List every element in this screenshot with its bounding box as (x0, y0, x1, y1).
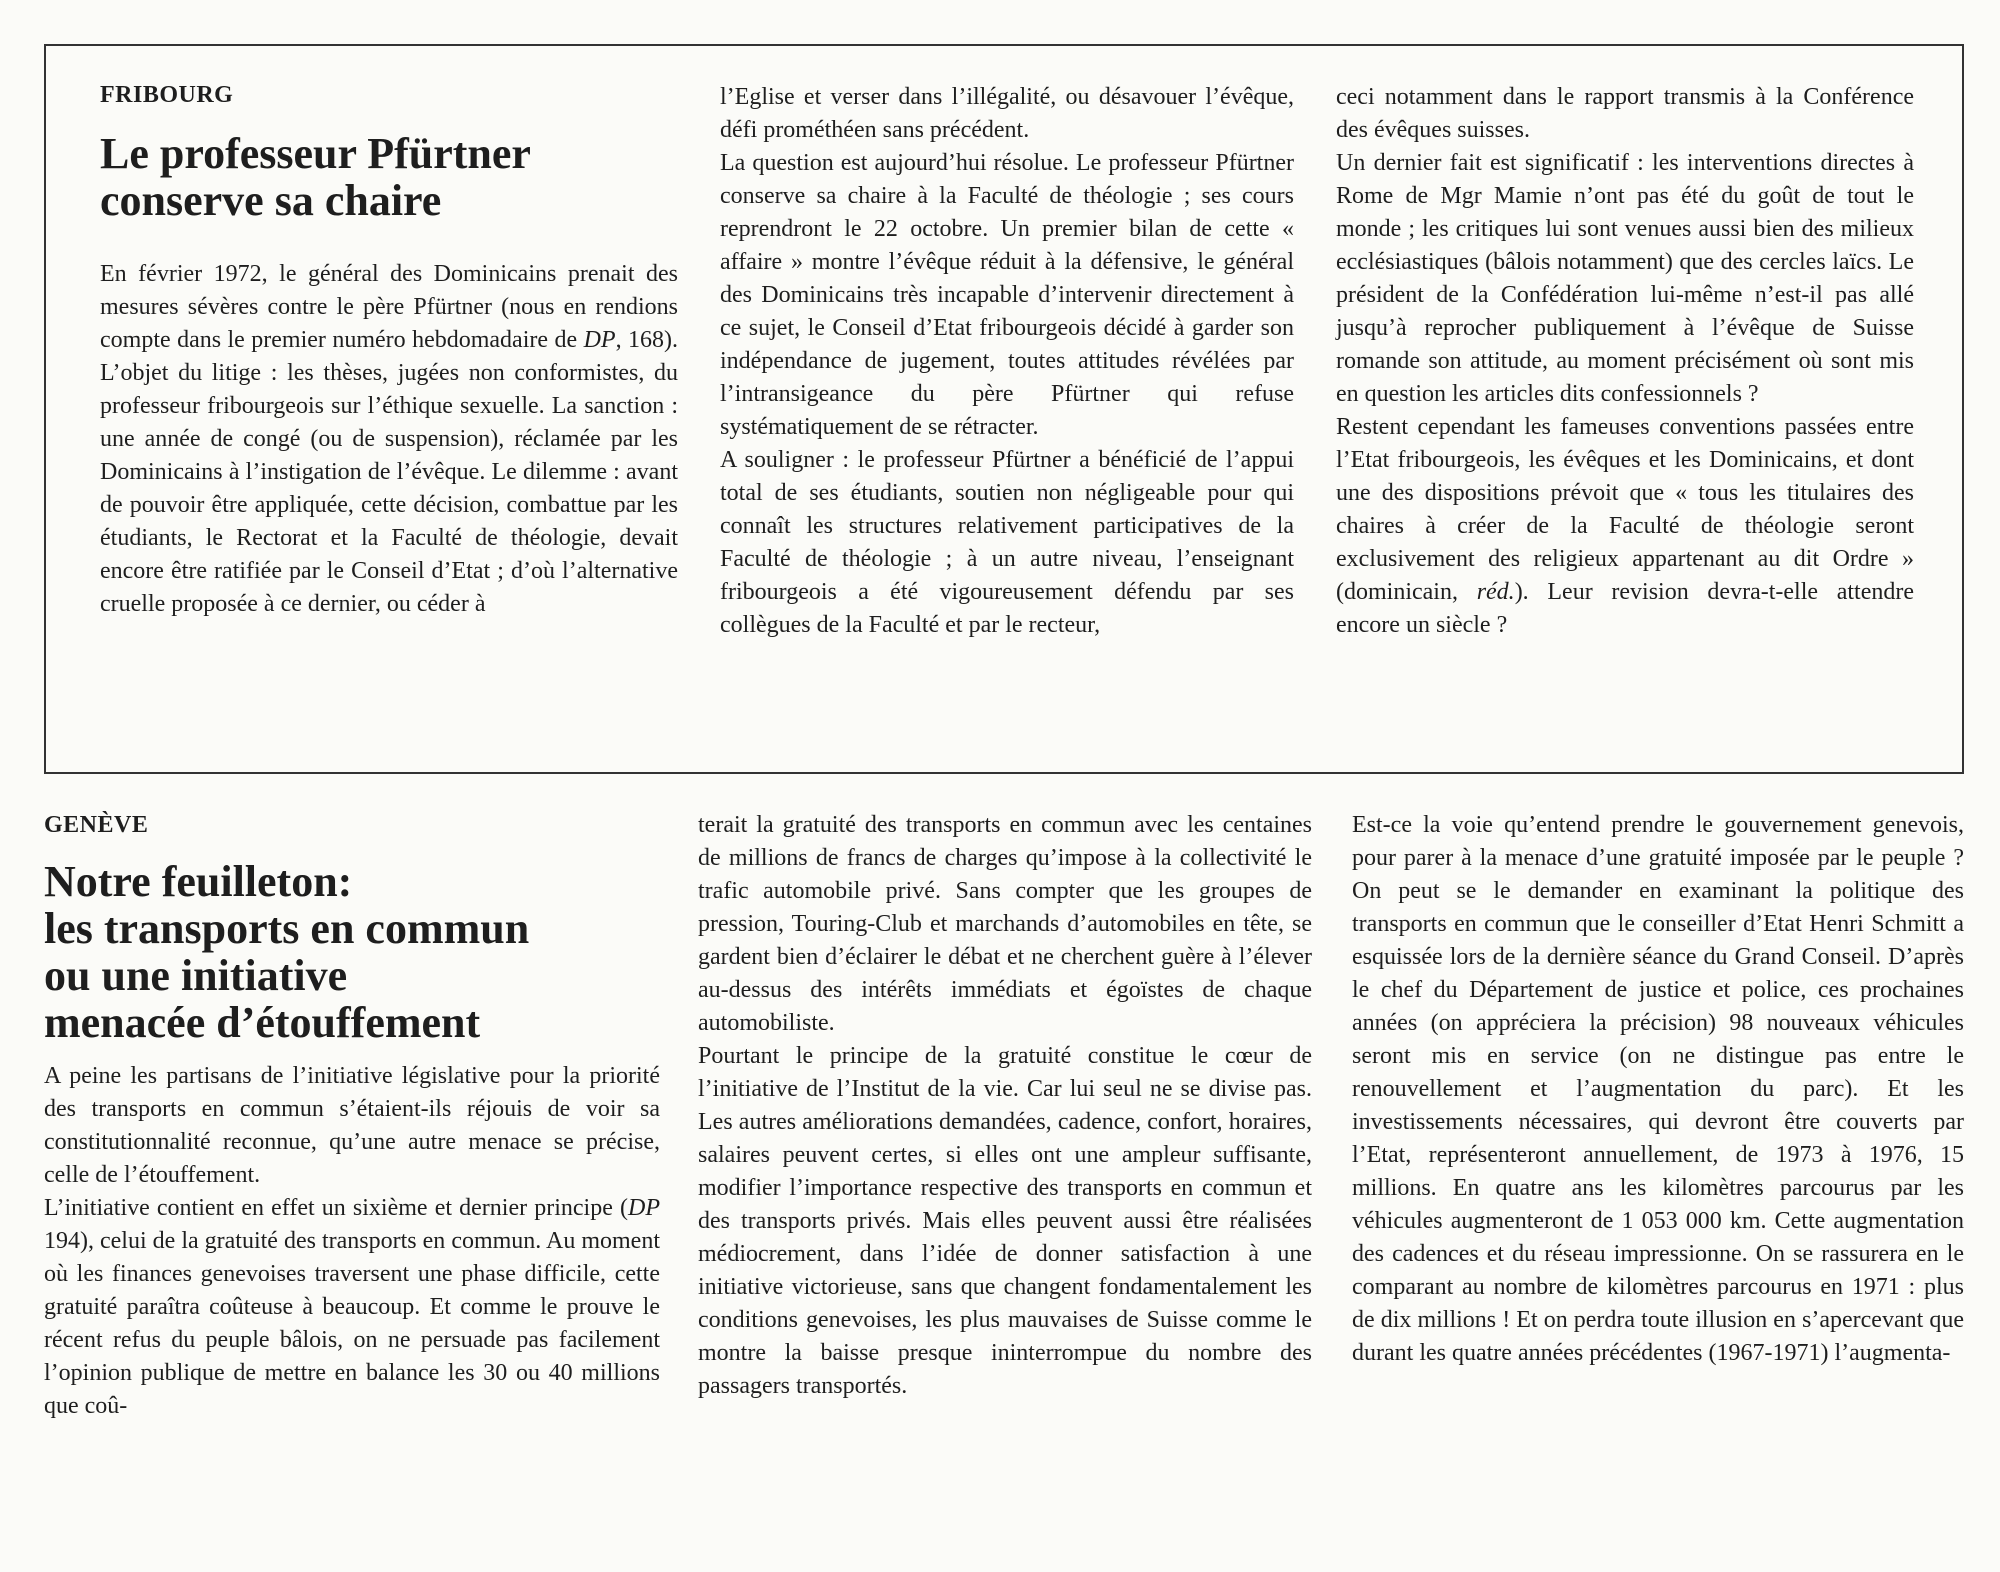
geneve-column-2 (698, 809, 1312, 1403)
fribourg-col3-paragraph-1: ceci notamment dans le rapport transmis à la Conférence des évêques suisses. (1336, 84, 1914, 143)
fribourg-col3-paragraph-2: Un dernier fait est significatif : les interventions directes à Rome de Mgr Mamie n’ont pas été du goût de tout le monde ; les critiques lui sont venues aussi bien des milieux ecclésiastiques (bâlois notamment) que des cercles laïcs. Le président de la Confédération lui-même n’est-il pas allé jusqu’à reprocher publiquement à l’évêque de Suisse romande son attitude, au moment précisément où sont mis en question les articles dits confessionnels ? (1336, 150, 1914, 407)
geneve-col2-paragraph-1: terait la gratuité des transports en commun avec les centaines de millions de francs de charges qu’impose à la collectivité le trafic automobile privé. Sans compter que les groupes de pression, Touring-Club et marchands d’automobiles en tête, se gardent bien d’éclairer le débat et ne cherchent guère à l’élever au-dessus des intérêts immédiats et égoïstes de chaque automobiliste. (698, 812, 1312, 1036)
fribourg-kicker: FRIBOURG (100, 82, 234, 108)
geneve-headline-line-3: ou une initiative (44, 951, 348, 1000)
geneve-col1-paragraph-2: L’initiative contient en effet un sixième et dernier principe (DP 194), celui de la gratuité des transports en commun. Au moment où les finances genevoises traversent une phase difficile, cette gratuité paraîtra coûteuse à beaucoup. Et comme le prouve le récent refus du peuple bâlois, on ne persuade pas facilement l’opinion publique de mettre en balance les 30 ou 40 millions que coû- (44, 1195, 660, 1419)
geneve-headline-line-1: Notre feuilleton: (44, 857, 353, 906)
geneve-col3-paragraph-1: Est-ce la voie qu’entend prendre le gouvernement genevois, pour parer à la menace d’une gratuité imposée par le peuple ? On peut se le demander en examinant la politique des transports en commun que le conseiller d’Etat Henri Schmitt a esquissée lors de la dernière séance du Grand Conseil. D’après le chef du Département de justice et police, ces prochaines années (on appréciera la précision) 98 nouveaux véhicules seront mis en service (on ne distingue pas entre le renouvellement et l’augmentation du parc). Et les investissements nécessaires, qui devront être couverts par l’Etat, représenteront annuellement, de 1973 à 1976, 15 millions. En quatre ans les kilomètres parcourus par les véhicules augmenteront de 1 053 000 km. Cette augmentation des cadences et du réseau impressionne. On se rassurera en le comparant au nombre de kilomètres parcourus en 1971 : plus de dix millions ! Et on perdra toute illusion en s’apercevant que durant les quatre années précédentes (1967-1971) l’augmenta- (1352, 812, 1964, 1366)
fribourg-col3-paragraph-3: Restent cependant les fameuses conventions passées entre l’Etat fribourgeois, les évêques et les Dominicains, et dont une des dispositions prévoit que « tous les titulaires des chaires à créer de la Faculté de théologie seront exclusivement des religieux appartenant au dit Ordre » (dominicain, réd.). Leur revision devra-t-elle attendre encore un siècle ? (1336, 414, 1915, 638)
geneve-column-3 (1352, 809, 1964, 1370)
geneve-column-1 (44, 810, 660, 1423)
geneve-col1-paragraph-1: A peine les partisans de l’initiative législative pour la priorité des transports en commun s’étaient-ils réjouis de voir sa constitutionnalité reconnue, qu’une autre menace se précise, celle de l’étouffement. (44, 1063, 660, 1188)
fribourg-col2-paragraph-3: A souligner : le professeur Pfürtner a bénéficié de l’appui total de ses étudiants, soutien non négligeable pour qui connaît les structures relativement participatives de la Faculté de théologie ; à un autre niveau, l’enseignant fribourgeois a été vigoureusement défendu par ses collègues de la Faculté et par le recteur, (720, 447, 1294, 638)
geneve-col2-paragraph-2: Pourtant le principe de la gratuité constitue le cœur de l’initiative de l’Institut de la vie. Car lui seul ne se divise pas. Les autres améliorations demandées, cadence, confort, horaires, salaires peuvent certes, si elles ont une ampleur suffisante, modifier l’importance respective des transports en commun et des transports privés. Mais elles peuvent aussi être réalisées médiocrement, dans l’idée de donner satisfaction à une initiative victorieuse, sans que changent fondamentalement les conditions genevoises, les plus mauvaises de Suisse comme le montre la baisse presque ininterrompue du nombre des passagers transportés. (698, 1043, 1312, 1399)
fribourg-headline-line-1: Le professeur Pfürtner (100, 129, 531, 178)
geneve-headline-line-4: menacée d’étouffement (44, 998, 481, 1047)
fribourg-headline (100, 130, 678, 224)
geneve-headline (44, 858, 660, 1046)
fribourg-col2-paragraph-1: l’Eglise et verser dans l’illégalité, ou désavouer l’évêque, défi prométhéen sans précédent. (720, 84, 1294, 143)
fribourg-col1-paragraph-1: En février 1972, le général des Dominicains prenait des mesures sévères contre le père Pfürtner (nous en rendions compte dans le premier numéro hebdomadaire de DP, 168). L’objet du litige : les thèses, jugées non conformistes, du professeur fribourgeois sur l’éthique sexuelle. La sanction : une année de congé (ou de suspension), réclamée par les Dominicains à l’instigation de l’évêque. Le dilemme : avant de pouvoir être appliquée, cette décision, combattue par les étudiants, le Rectorat et la Faculté de théologie, devait encore être ratifiée par le Conseil d’Etat ; d’où l’alternative cruelle proposée à ce dernier, ou céder à (100, 261, 678, 617)
fribourg-headline-line-2: conserve sa chaire (100, 176, 442, 225)
fribourg-column-1 (100, 80, 678, 621)
geneve-kicker: GENÈVE (44, 812, 149, 838)
fribourg-column-2 (720, 81, 1294, 642)
fribourg-column-3 (1336, 81, 1914, 642)
fribourg-col2-paragraph-2: La question est aujourd’hui résolue. Le professeur Pfürtner conserve sa chaire à la Faculté de théologie ; ses cours reprendront le 22 octobre. Un premier bilan de cette « affaire » montre l’évêque réduit à la défensive, le général des Dominicains très incapable d’intervenir directement à ce sujet, le Conseil d’Etat fribourgeois décidé à garder son indépendance de jugement, toutes attitudes révélées par l’intransigeance du père Pfürtner qui refuse systématiquement de se rétracter. (720, 150, 1294, 440)
geneve-headline-line-2: les transports en commun (44, 904, 530, 953)
